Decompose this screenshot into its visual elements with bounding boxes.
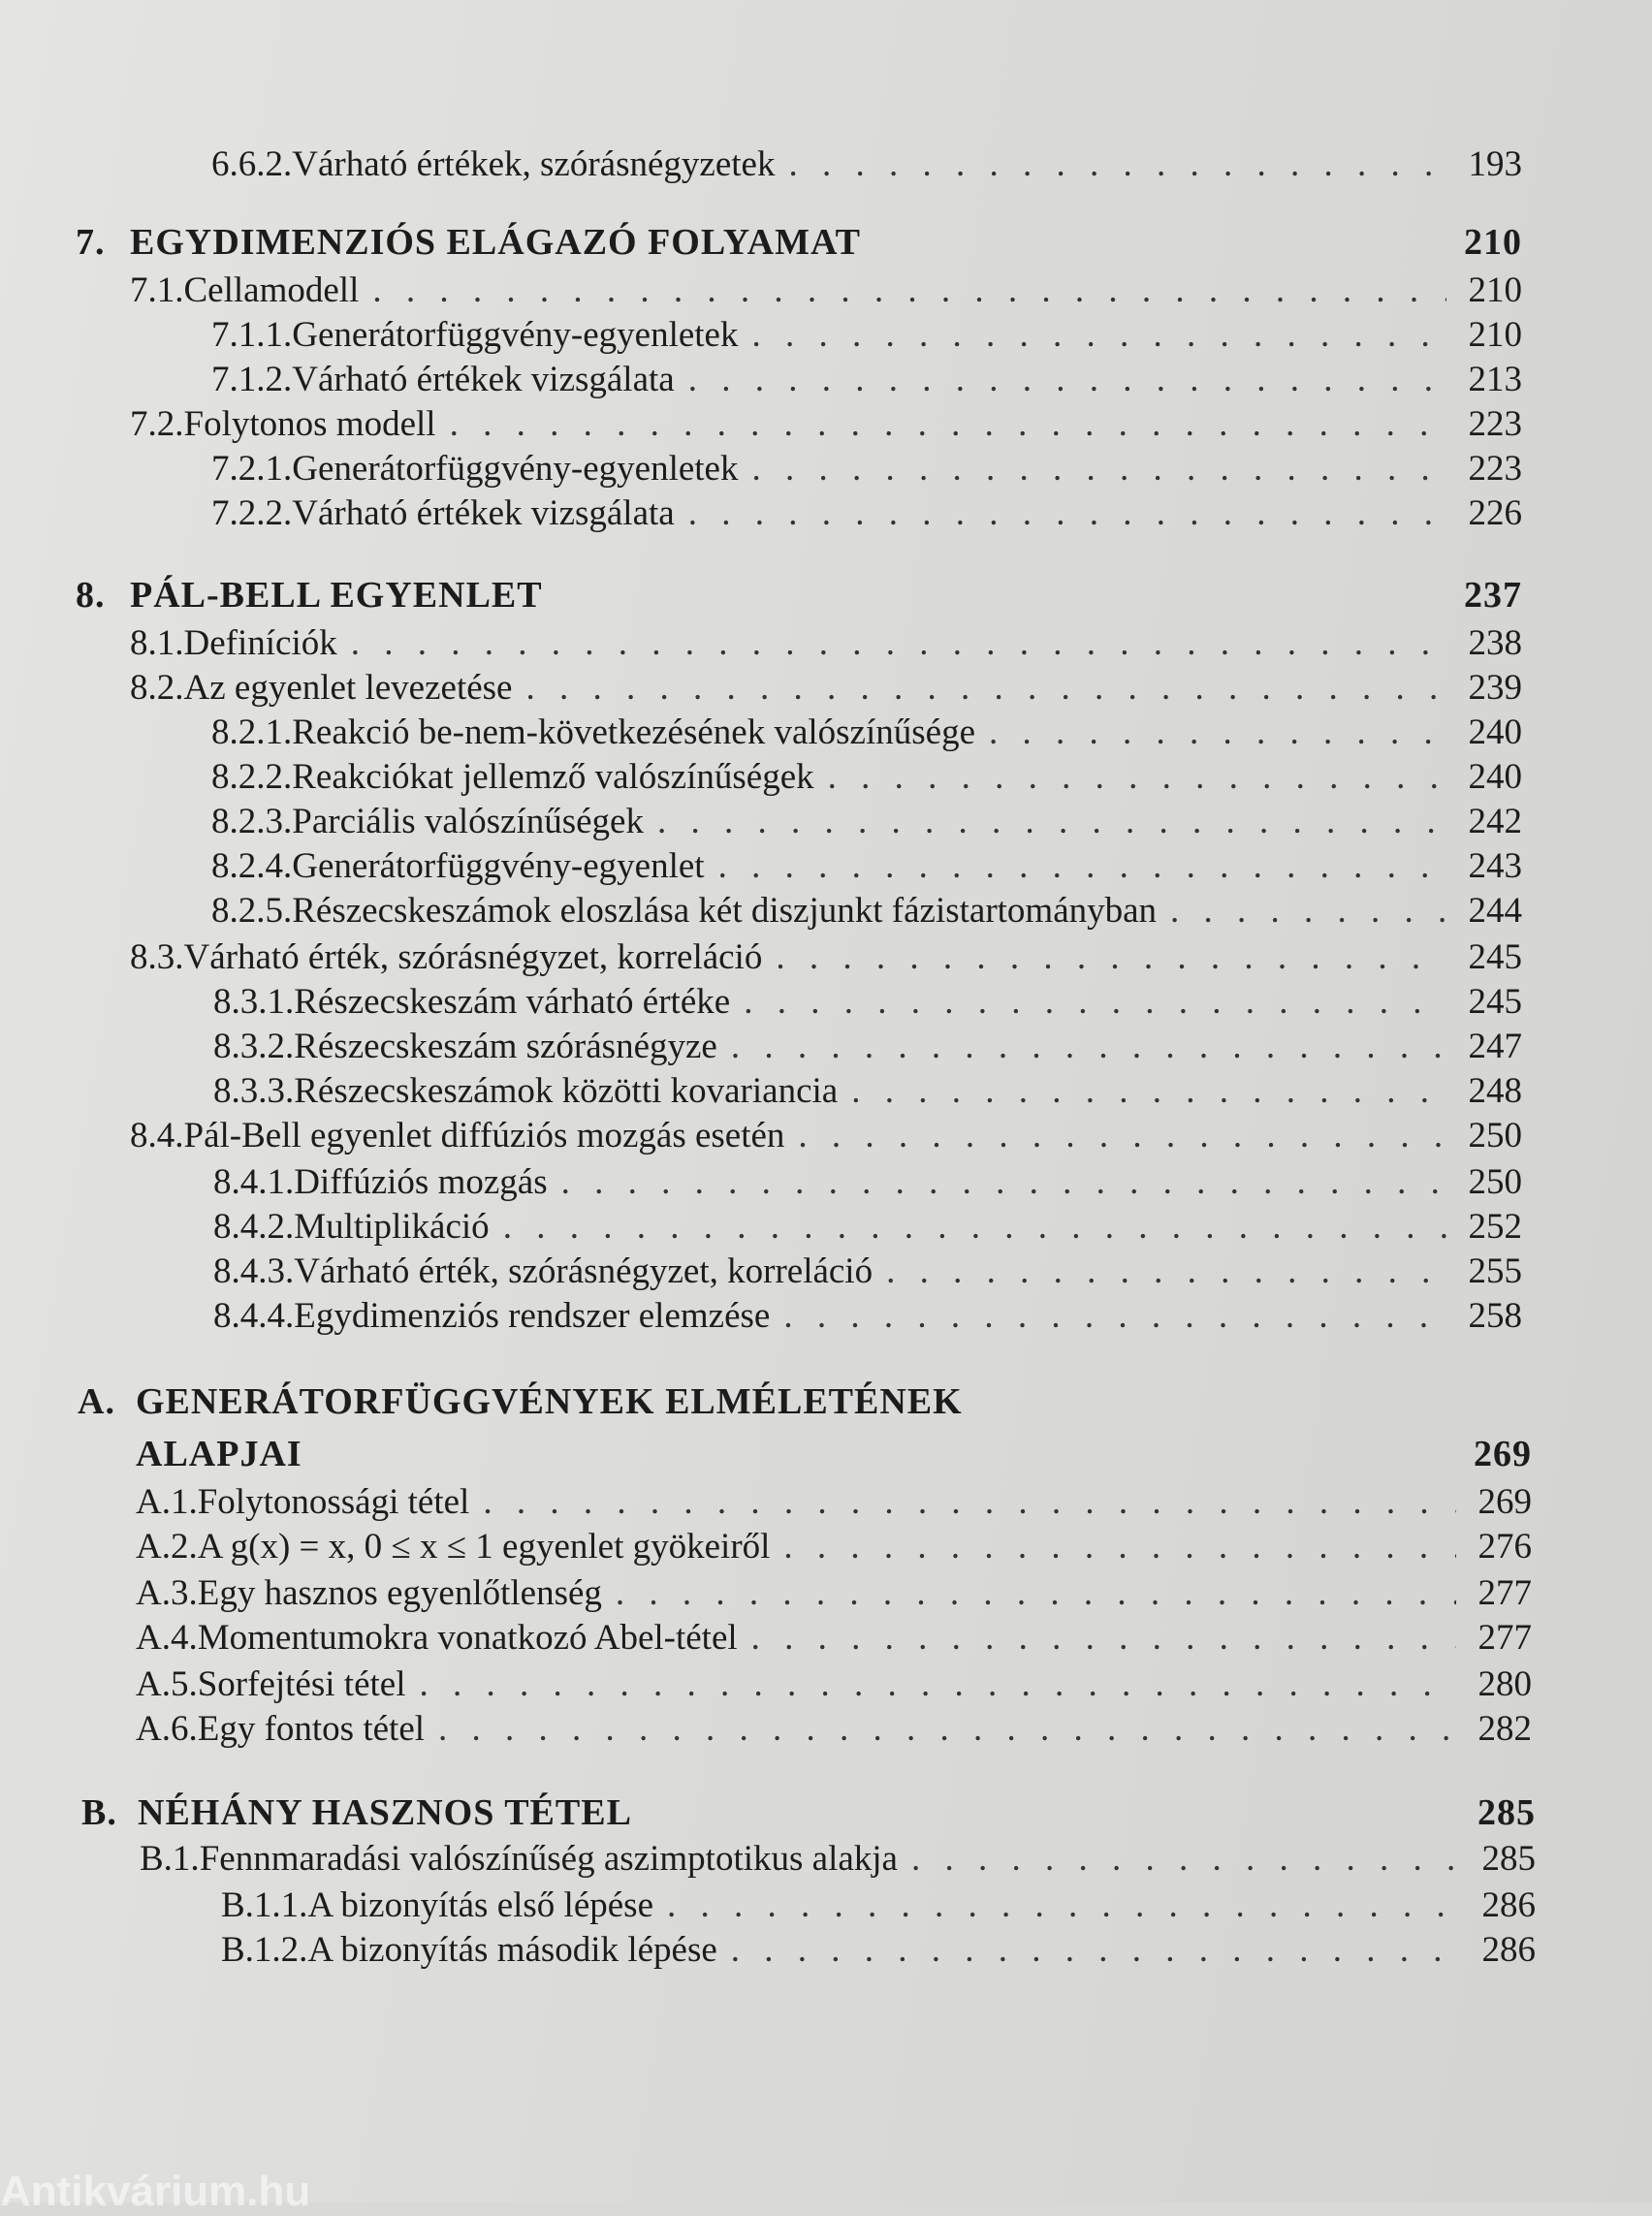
entry-page: 276 (1477, 1527, 1532, 1567)
leader-dots (450, 403, 1446, 446)
leader-dots (657, 801, 1446, 843)
entry-title: Cellamodell (183, 270, 360, 310)
entry-title: Részecskeszám várható értéke (294, 982, 731, 1022)
entry-number: 8.2.2. (211, 757, 293, 797)
entry-page: 277 (1477, 1618, 1532, 1658)
leader-dots (776, 936, 1446, 979)
toc-appendix-b (81, 1791, 1536, 1834)
toc-entry-b-1-2 (221, 1929, 1536, 1972)
entry-page: 239 (1468, 668, 1522, 708)
chapter-title: ALAPJAI (136, 1434, 302, 1474)
entry-title: Parciális valószínűségek (292, 802, 644, 841)
toc-entry-8-2-3 (211, 801, 1522, 843)
entry-number: 7.2. (130, 404, 184, 444)
toc-entry-a-3 (136, 1572, 1532, 1615)
toc-chapter-7 (76, 221, 1522, 264)
entry-number: 8.2.3. (211, 802, 293, 841)
entry-number: 7.2.1. (211, 449, 293, 489)
toc-entry-8-2-5 (211, 890, 1522, 933)
entry-page: 210 (1468, 315, 1522, 355)
entry-number: 7.1.2. (211, 360, 293, 399)
chapter-title: PÁL-BELL EGYENLET (130, 575, 543, 616)
leader-dots (616, 1572, 1456, 1615)
entry-title: Az egyenlet levezetése (183, 668, 513, 708)
entry-number: 8.4. (130, 1116, 184, 1155)
leader-dots (351, 622, 1446, 665)
entry-title: Multiplikáció (294, 1207, 490, 1247)
entry-page: 245 (1468, 937, 1522, 977)
entry-page: 277 (1477, 1573, 1532, 1613)
entry-page: 285 (1481, 1839, 1536, 1879)
entry-number: 7.1.1. (211, 315, 293, 355)
toc-entry-6-6-2 (211, 143, 1522, 186)
leader-dots (525, 667, 1446, 710)
chapter-title: NÉHÁNY HASZNOS TÉTEL (138, 1792, 632, 1833)
entry-page: 252 (1468, 1207, 1522, 1247)
chapter-number: 7. (76, 222, 106, 263)
entry-number: 7.2.2. (211, 493, 293, 533)
entry-page: 242 (1468, 802, 1522, 841)
entry-title: A bizonyítás második lépése (307, 1930, 717, 1970)
entry-number: B.1.2. (221, 1930, 308, 1970)
toc-appendix-a-line2 (78, 1433, 1532, 1475)
entry-title: Generátorfüggvény-egyenlet (292, 846, 705, 886)
entry-page: 210 (1468, 270, 1522, 310)
entry-title: Várható értékek vizsgálata (292, 493, 675, 533)
leader-dots (989, 712, 1446, 754)
toc-entry-7-1 (130, 269, 1522, 312)
entry-page: 243 (1468, 846, 1522, 886)
toc-entry-7-2 (130, 403, 1522, 446)
leader-dots (503, 1206, 1446, 1249)
entry-number: 8.4.2. (213, 1207, 295, 1247)
leader-dots (751, 448, 1446, 491)
entry-title: Reakciókat jellemző valószínűségek (292, 757, 814, 797)
chapter-page: 285 (1477, 1792, 1536, 1833)
entry-number: 7.1. (130, 270, 184, 310)
entry-number: 8.2.4. (211, 846, 293, 886)
toc-entry-8-4-1 (213, 1161, 1522, 1204)
entry-number: 8.2.1. (211, 712, 293, 752)
toc-entry-8-2-1 (211, 712, 1522, 754)
entry-number: 8.3.2. (213, 1027, 295, 1066)
chapter-title: GENERÁTORFÜGGVÉNYEK ELMÉLETÉNEK (136, 1381, 963, 1422)
leader-dots (561, 1161, 1446, 1204)
entry-title: Sorfejtési tétel (197, 1664, 406, 1704)
entry-page: 250 (1468, 1116, 1522, 1155)
leader-dots (718, 845, 1446, 888)
toc-entry-8-4 (130, 1115, 1522, 1157)
leader-dots (667, 1884, 1460, 1927)
toc-chapter-8 (76, 574, 1522, 617)
entry-title: Definíciók (183, 623, 337, 663)
entry-number: A.3. (136, 1573, 198, 1613)
entry-page: 250 (1468, 1162, 1522, 1202)
chapter-page: 210 (1464, 222, 1522, 263)
entry-number: A.4. (136, 1618, 198, 1658)
entry-number: A.2. (136, 1527, 198, 1567)
toc-entry-7-1-2 (211, 359, 1522, 401)
entry-page: 247 (1468, 1027, 1522, 1066)
entry-page: 213 (1468, 360, 1522, 399)
entry-number: 8.2. (130, 668, 184, 708)
toc-entry-a-5 (136, 1663, 1532, 1706)
entry-title: Részecskeszámok közötti kovariancia (294, 1071, 839, 1111)
toc-entry-8-4-3 (213, 1250, 1522, 1293)
entry-number: 8.1. (130, 623, 184, 663)
leader-dots (783, 1295, 1446, 1338)
entry-page: 244 (1468, 891, 1522, 931)
entry-title: Folytonossági tétel (197, 1482, 470, 1522)
entry-page: 193 (1468, 144, 1522, 184)
entry-number: 6.6.2. (211, 144, 293, 184)
toc-entry-7-2-2 (211, 492, 1522, 535)
entry-page: 223 (1468, 404, 1522, 444)
entry-page: 240 (1468, 712, 1522, 752)
chapter-page: 269 (1474, 1434, 1532, 1474)
entry-title: Egy hasznos egyenlőtlenség (197, 1573, 602, 1613)
toc-entry-8-3-2 (213, 1026, 1522, 1068)
entry-title: Generátorfüggvény-egyenletek (292, 315, 739, 355)
toc-entry-8-1 (130, 622, 1522, 665)
toc-entry-8-2-4 (211, 845, 1522, 888)
entry-number: 8.4.4. (213, 1296, 295, 1336)
leader-dots (798, 1115, 1446, 1157)
entry-page: 240 (1468, 757, 1522, 797)
entry-title: Reakció be-nem-következésének valószínűsége (292, 712, 976, 752)
toc-entry-a-6 (136, 1708, 1532, 1751)
chapter-page: 237 (1464, 575, 1522, 616)
chapter-number: 8. (76, 575, 106, 616)
entry-title: Részecskeszám szórásnégyze (294, 1027, 717, 1066)
entry-number: B.1. (140, 1839, 200, 1879)
toc-entry-8-3-3 (213, 1070, 1522, 1113)
chapter-title: EGYDIMENZIÓS ELÁGAZÓ FOLYAMAT (130, 222, 861, 263)
leader-dots (783, 1526, 1456, 1568)
entry-number: A.1. (136, 1482, 198, 1522)
entry-page: 238 (1468, 623, 1522, 663)
leader-dots (438, 1708, 1456, 1751)
entry-title: Várható értékek, szórásnégyzetek (292, 144, 776, 184)
entry-title: Részecskeszámok eloszlása két diszjunkt fázistartományban (292, 891, 1158, 931)
toc-entry-8-4-2 (213, 1206, 1522, 1249)
entry-number: 8.4.3. (213, 1251, 295, 1291)
entry-number: 8.2.5. (211, 891, 293, 931)
toc-entry-a-1 (136, 1481, 1532, 1524)
entry-title: Momentumokra vonatkozó Abel-tétel (197, 1618, 738, 1658)
entry-title: A g(x) = x, 0 ≤ x ≤ 1 egyenlet gyökeiről (197, 1527, 771, 1567)
entry-number: 8.3.3. (213, 1071, 295, 1111)
leader-dots (688, 359, 1446, 401)
toc-appendix-a-line1 (78, 1380, 1532, 1423)
entry-title: Diffúziós mozgás (294, 1162, 548, 1202)
toc-entry-8-2 (130, 667, 1522, 710)
toc-entry-8-2-2 (211, 756, 1522, 799)
chapter-number: B. (81, 1792, 117, 1833)
entry-number: A.5. (136, 1664, 198, 1704)
entry-title: Várható értékek vizsgálata (292, 360, 675, 399)
entry-title: Fennmaradási valószínűség aszimptotikus alakja (199, 1839, 898, 1879)
toc-entry-a-4 (136, 1617, 1532, 1660)
entry-page: 255 (1468, 1251, 1522, 1291)
entry-title: Folytonos modell (183, 404, 436, 444)
leader-dots (372, 269, 1446, 312)
entry-page: 258 (1468, 1296, 1522, 1336)
entry-title: Várható érték, szórásnégyzet, korreláció (183, 937, 763, 977)
entry-page: 226 (1468, 493, 1522, 533)
toc-entry-8-4-4 (213, 1295, 1522, 1338)
leader-dots (1170, 890, 1446, 933)
leader-dots (751, 314, 1446, 357)
toc-entry-b-1-1 (221, 1884, 1536, 1927)
entry-page: 286 (1481, 1885, 1536, 1925)
leader-dots (744, 981, 1446, 1024)
entry-page: 286 (1481, 1930, 1536, 1970)
entry-page: 282 (1477, 1709, 1532, 1749)
chapter-number: A. (78, 1381, 115, 1422)
entry-page: 245 (1468, 982, 1522, 1022)
entry-number: 8.3. (130, 937, 184, 977)
entry-title: Generátorfüggvény-egyenletek (292, 449, 739, 489)
toc-entry-7-2-1 (211, 448, 1522, 491)
leader-dots (731, 1929, 1460, 1972)
entry-page: 280 (1477, 1664, 1532, 1704)
leader-dots (419, 1663, 1456, 1706)
leader-dots (751, 1617, 1456, 1660)
entry-page: 248 (1468, 1071, 1522, 1111)
entry-title: Egydimenziós rendszer elemzése (294, 1296, 771, 1336)
toc-entry-8-3-1 (213, 981, 1522, 1024)
toc-entry-a-2 (136, 1526, 1532, 1568)
leader-dots (688, 492, 1446, 535)
watermark: Antikvárium.hu (0, 2168, 311, 2215)
toc-entry-8-3 (130, 936, 1522, 979)
entry-number: B.1.1. (221, 1885, 308, 1925)
entry-title: Egy fontos tétel (197, 1709, 426, 1749)
leader-dots (731, 1026, 1446, 1068)
entry-number: 8.3.1. (213, 982, 295, 1022)
leader-dots (828, 756, 1446, 799)
toc-entry-b-1 (140, 1838, 1536, 1881)
leader-dots (911, 1838, 1460, 1881)
leader-dots (886, 1250, 1446, 1293)
entry-number: A.6. (136, 1709, 198, 1749)
leader-dots (483, 1481, 1456, 1524)
entry-page: 223 (1468, 449, 1522, 489)
entry-title: A bizonyítás első lépése (307, 1885, 653, 1925)
entry-page: 269 (1477, 1482, 1532, 1522)
entry-title: Pál-Bell egyenlet diffúziós mozgás esetén (183, 1116, 785, 1155)
toc-entry-7-1-1 (211, 314, 1522, 357)
leader-dots (788, 143, 1446, 186)
entry-number: 8.4.1. (213, 1162, 295, 1202)
leader-dots (851, 1070, 1446, 1113)
entry-title: Várható érték, szórásnégyzet, korreláció (294, 1251, 874, 1291)
